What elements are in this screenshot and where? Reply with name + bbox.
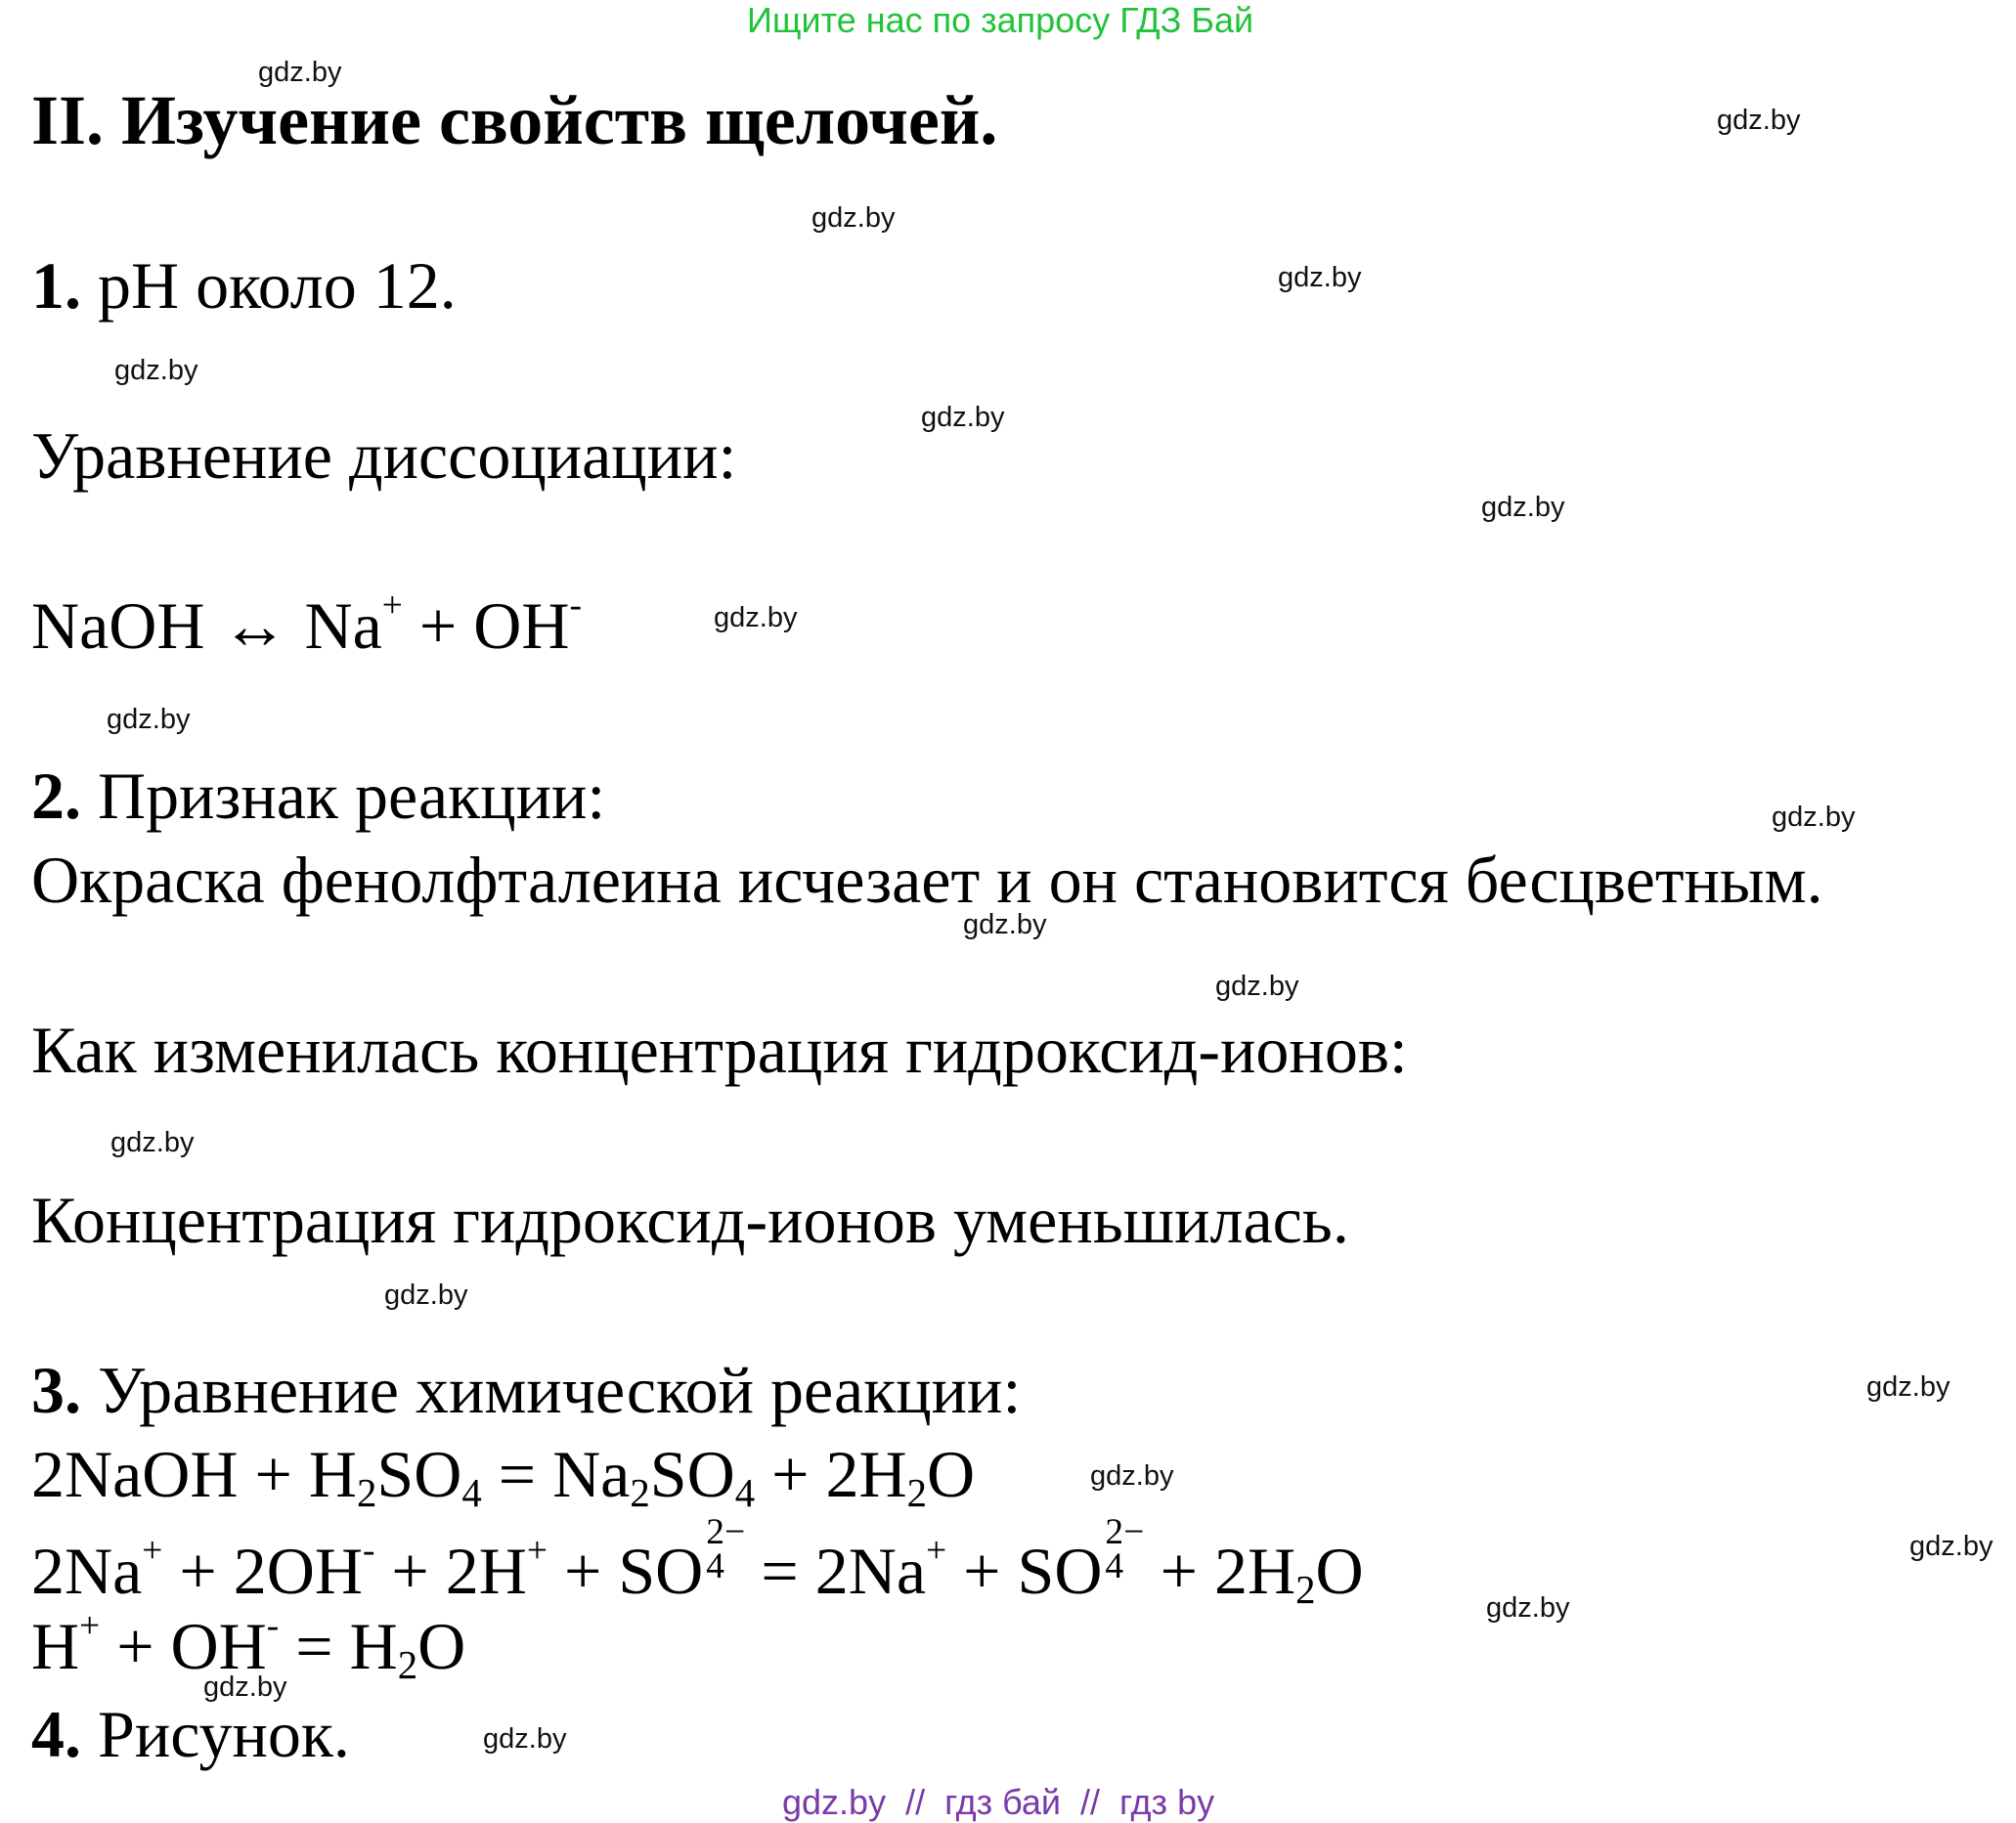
watermark: gdz.by <box>114 355 198 386</box>
eq-charge: + <box>526 1531 548 1572</box>
dissociation-label: Уравнение диссоциации: <box>31 418 737 493</box>
eq-part: 2NaOH + H <box>31 1437 357 1511</box>
eq-part: + 2H <box>755 1437 907 1511</box>
item-4 <box>31 1697 350 1771</box>
eq-charge: - <box>362 1531 375 1572</box>
eq-index: 2 <box>356 1471 377 1516</box>
eq-part: O <box>1315 1534 1364 1608</box>
item-number: 4. <box>31 1697 81 1771</box>
eq-part: = H <box>279 1609 398 1683</box>
watermark: gdz.by <box>1215 971 1299 1002</box>
watermark: gdz.by <box>1481 492 1565 523</box>
eq-index: 2 <box>630 1471 650 1516</box>
item-2-answer: Окраска фенолфталеина исчезает и он становится бесцветным. <box>31 843 1823 917</box>
eq-part: + 2OH <box>162 1534 363 1608</box>
eq-index: 2 <box>397 1643 418 1688</box>
watermark: gdz.by <box>1866 1371 1950 1403</box>
item-text: pH около 12. <box>81 248 457 323</box>
watermark: gdz.by <box>483 1723 567 1755</box>
eq-part: = 2Na <box>744 1534 927 1608</box>
watermark: gdz.by <box>110 1127 195 1158</box>
eq-index: 4 <box>706 1546 724 1587</box>
eq-part: + 2H <box>1143 1534 1296 1608</box>
eq-charge: - <box>266 1606 280 1647</box>
watermark: gdz.by <box>921 402 1005 433</box>
sulfate-index <box>1102 1512 1145 1593</box>
eq-part: SO <box>376 1437 462 1511</box>
concentration-question: Как изменилась концентрация гидроксид-ионов: <box>31 1013 1408 1087</box>
watermark: gdz.by <box>963 909 1047 940</box>
eq-index: 4 <box>734 1471 756 1516</box>
sulfate-index <box>703 1512 746 1593</box>
eq-part: + OH <box>100 1609 267 1683</box>
watermark: gdz.by <box>1717 105 1801 136</box>
eq-charge: 2− <box>1105 1512 1145 1553</box>
full-ionic-equation <box>31 1512 1364 1613</box>
watermark: gdz.by <box>258 57 342 88</box>
watermark: gdz.by <box>714 602 798 633</box>
watermark: gdz.by <box>1909 1531 1994 1562</box>
item-number: 1. <box>31 248 81 323</box>
eq-charge: + <box>79 1606 101 1647</box>
eq-part: + 2H <box>374 1534 527 1608</box>
item-3 <box>31 1353 1022 1427</box>
watermark: gdz.by <box>811 202 896 234</box>
molecular-equation <box>31 1437 976 1516</box>
item-text: Признак реакции: <box>81 759 606 833</box>
item-number: 2. <box>31 759 81 833</box>
section-heading: II. Изучение свойств щелочей. <box>31 81 998 159</box>
eq-charge: + <box>142 1531 163 1572</box>
watermark: gdz.by <box>1090 1460 1174 1492</box>
eq-charge: + <box>381 586 403 627</box>
eq-part: + SO <box>946 1534 1103 1608</box>
watermark: gdz.by <box>203 1671 287 1703</box>
eq-index: 2 <box>906 1471 927 1516</box>
watermark: gdz.by <box>107 704 191 735</box>
eq-charge: 2− <box>706 1512 746 1553</box>
eq-charge: - <box>569 586 582 627</box>
item-number: 3. <box>31 1353 81 1427</box>
watermark: gdz.by <box>1278 262 1362 293</box>
eq-part: + SO <box>547 1534 704 1608</box>
eq-part: H <box>31 1609 80 1683</box>
eq-part: NaOH ↔ Na <box>31 588 382 663</box>
eq-charge: + <box>926 1531 947 1572</box>
watermark: gdz.by <box>384 1280 468 1311</box>
eq-part: O <box>417 1609 466 1683</box>
watermark: gdz.by <box>1772 802 1856 833</box>
eq-part: SO <box>649 1437 735 1511</box>
eq-part: 2Na <box>31 1534 143 1608</box>
item-2 <box>31 759 606 833</box>
bottom-banner: gdz.by // гдз бай // гдз by <box>782 1782 1215 1822</box>
eq-index: 4 <box>461 1471 482 1516</box>
eq-part: = Na <box>481 1437 631 1511</box>
item-text: Рисунок. <box>81 1697 350 1771</box>
eq-part: O <box>926 1437 976 1511</box>
watermark: gdz.by <box>1486 1592 1570 1624</box>
dissociation-equation <box>31 586 582 663</box>
item-1 <box>31 248 457 323</box>
concentration-answer: Концентрация гидроксид-ионов уменьшилась. <box>31 1183 1349 1257</box>
eq-index: 2 <box>1295 1568 1316 1613</box>
top-banner: Ищите нас по запросу ГДЗ Бай <box>747 0 1254 40</box>
eq-part: + OH <box>402 588 570 663</box>
eq-index: 4 <box>1105 1546 1124 1587</box>
item-text: Уравнение химической реакции: <box>81 1353 1022 1427</box>
